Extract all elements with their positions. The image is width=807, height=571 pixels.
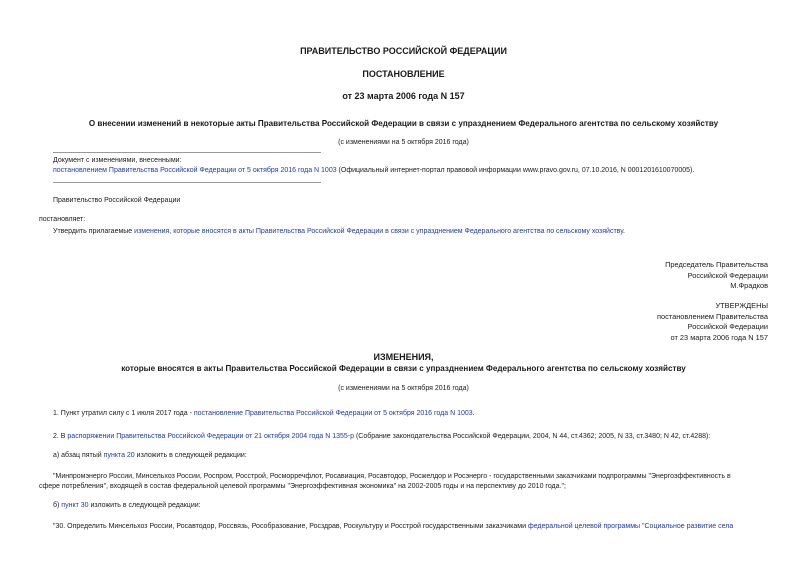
approved-line-4: от 23 марта 2006 года N 157 (670, 332, 768, 342)
changes-heading: ИЗМЕНЕНИЯ, (373, 352, 434, 362)
approve-paragraph (53, 228, 625, 235)
document-type: ПОСТАНОВЛЕНИЕ (362, 69, 445, 79)
government-heading: ПРАВИТЕЛЬСТВО РОССИЙСКОЙ ФЕДЕРАЦИИ (300, 46, 507, 56)
changes-revision-note: (с изменениями на 5 октября 2016 года) (338, 385, 469, 392)
quote-2 (53, 523, 733, 530)
amendments-bottom-rule (53, 182, 321, 183)
approved-line-3: Российской Федерации (687, 322, 768, 332)
quote-2-prefix: "30. Определить Минсельхоз России, Росавтодор, Россвязь, Рособразование, Росздрав, Роскультуру и Росстрой государственными заказчиками (53, 523, 528, 530)
item-1-suffix: . (472, 410, 475, 417)
item-1-link[interactable]: постановление Правительства Российской Федерации от 5 октября 2016 года N 1003 (193, 410, 473, 417)
amendments-top-rule (53, 152, 321, 153)
item-2-link[interactable]: распоряжении Правительства Российской Федерации от 21 октября 2004 года N 1355-р (67, 433, 354, 440)
issuer: Правительство Российской Федерации (53, 197, 181, 204)
approve-suffix: . (623, 228, 625, 235)
document-date-number: от 23 марта 2006 года N 157 (342, 91, 465, 101)
item-2-prefix: 2. В (53, 433, 68, 440)
item-2a (53, 452, 247, 459)
item-2b-prefix: б) (53, 502, 62, 509)
approved-block (657, 301, 768, 343)
amendment-link[interactable]: постановлением Правительства Российской Федерации от 5 октября 2016 года N 1003 (53, 167, 337, 174)
signature-line-2: Российской Федерации (687, 270, 768, 280)
decides-label: постановляет: (39, 216, 86, 223)
item-1-prefix: 1. Пункт утратил силу с 1 июля 2017 года - (53, 410, 194, 417)
item-2a-prefix: а) абзац пятый (53, 452, 104, 459)
item-2 (53, 433, 710, 440)
amendments-label: Документ с изменениями, внесенными: (53, 157, 182, 164)
revision-note: (с изменениями на 5 октября 2016 года) (338, 139, 469, 146)
item-2b (53, 502, 201, 509)
item-2a-link[interactable]: пункта 20 (103, 452, 135, 459)
approve-prefix: Утвердить прилагаемые (53, 228, 135, 235)
signature-line-1: Председатель Правительства (665, 260, 768, 269)
signature-line-3: М.Фрадков (730, 281, 768, 291)
item-2-suffix: (Собрание законодательства Российской Федерации, 2004, N 44, ст.4362; 2005, N 33, ст.3480; N 42, ст.4288): (354, 433, 711, 440)
amendments-entry (53, 167, 694, 174)
amendment-source: (Официальный интернет-портал правовой информации www.pravo.gov.ru, 07.10.2016, N 0001201610070005). (336, 167, 695, 174)
quote-1-line-2: сфере потребления", входящей в состав федеральной целевой программы "Энергоэффективная экономика" на 2002-2005 годы и на перспективу до 2010 года."; (39, 483, 566, 490)
quote-1-line-1: "Минпромэнерго России, Минсельхоз России, Роспром, Росстрой, Росморречфлот, Росавиация, Росавтодор, Росжелдор и Росэнерго - государственными заказчиками подпрограммы "Энергоэффективность в (53, 473, 731, 480)
quote-2-link[interactable]: федеральной целевой программы "Социальное развитие села (527, 523, 734, 530)
item-1 (53, 410, 475, 417)
approved-line-2: постановлением Правительства (657, 311, 768, 321)
approved-line-1: УТВЕРЖДЕНЫ (715, 301, 768, 310)
changes-subheading: которые вносятся в акты Правительства Российской Федерации в связи с упразднением Федерального агентства по сельскому хозяйству (121, 364, 686, 373)
document-title: О внесении изменений в некоторые акты Правительства Российской Федерации в связи с упразднением Федерального агентства по сельскому хозяйству (88, 119, 719, 128)
item-2b-suffix: изложить в следующей редакции: (88, 502, 201, 509)
approve-link[interactable]: изменения, которые вносятся в акты Правительства Российской Федерации в связи с упразднением Федерального агентства по сельскому хозяйству (134, 228, 624, 235)
item-2b-link[interactable]: пункт 30 (61, 502, 89, 509)
signature-block (665, 260, 768, 292)
item-2a-suffix: изложить в следующей редакции: (134, 452, 247, 459)
